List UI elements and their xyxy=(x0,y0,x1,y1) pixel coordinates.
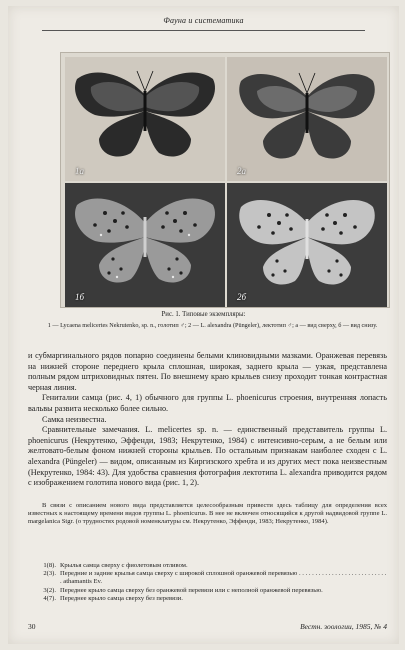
label-2b: 2б xyxy=(237,292,247,302)
key-item-number: 3(2). xyxy=(43,586,56,594)
butterfly-upperside-image xyxy=(65,57,225,181)
key-item xyxy=(28,587,387,595)
photo-2a-lectotype-upperside xyxy=(227,57,387,181)
article-body xyxy=(28,351,387,489)
running-head: Фауна и систематика xyxy=(163,16,244,25)
key-item xyxy=(28,570,387,586)
page-footer xyxy=(28,622,387,634)
key-item-text: Переднее крыло самца сверху без перевязи. xyxy=(60,594,183,602)
identification-key xyxy=(28,562,387,603)
butterfly-upperside-image xyxy=(227,57,387,181)
key-item-text: Крылья самца сверху с фиолетовым отливом. xyxy=(60,562,188,569)
header-rule xyxy=(42,30,365,31)
label-1a: 1a xyxy=(75,166,84,176)
paragraph: Гениталии самца (рис. 4, 1) обычного для группы L. phoenicurus строения, внутренняя лопасть вальвы развита несколько более сильно. xyxy=(28,393,387,413)
figure-caption-body: 1 — Lycaena melicertes Nekrutenko, sp. n., голотип ♂; 2 — L. alexandra (Püngeler), лектотип ♂; а — вид сверху, б — вид снизу. xyxy=(47,322,378,329)
page-number: 30 xyxy=(28,622,36,631)
key-intro-paragraph: В связи с описанием нового вида представляется целесообразным привести здесь таблицу для определения всех известных к настоящему времени видов группы L. phoenicurus. В нее не включен относящийся к другой надвидовой группе L. margelanica Stgr. (о трудностях родовой номенклатуры см. Некрутенко, Эффенди, 1983; Некрутенко, 1984). xyxy=(28,502,387,526)
key-item-text: Передние и задние крылья самца сверху с широкой сплошной оранжевой перевязью . . . . . . . . . . . . . . . . . . . . . . . . . . . . athamantis Ev. xyxy=(60,570,387,586)
key-item-number: 2(3). xyxy=(43,570,56,578)
figure-plate xyxy=(60,52,390,308)
journal-page xyxy=(8,6,399,644)
key-item xyxy=(28,595,387,603)
photo-1b-holotype-underside xyxy=(65,183,225,307)
photo-1a-holotype-upperside xyxy=(65,57,225,181)
label-2a: 2a xyxy=(237,166,246,176)
key-item-number: 1(8). xyxy=(43,562,56,569)
butterfly-underside-image xyxy=(65,183,225,307)
photo-2b-lectotype-underside xyxy=(227,183,387,307)
key-item xyxy=(28,562,387,570)
paragraph: Сравнительные замечания. L. melicertes sp. n. — единственный представитель группы L. phoenicurus (Некрутенко, Эффенди, 1983; Некрутенко, 1984) с интенсивно-серым, а не белым или желтовато-белым фоном нижней стороны крыльев. По остальным признакам наиболее сходен с L. alexandra (Püngeler) — видом, описанным из Киргизского хребта и из других мест пока неизвестным (Некрутенко, 1984: 43). Для удобства сравнения фотография лектотипа L. alexandra приводится рядом с изображением голотипа нового вида (рис. 1, 2). xyxy=(28,425,387,488)
paragraph: Самка неизвестна. xyxy=(42,414,107,424)
key-item-text: Переднее крыло самца сверху без оранжевой перевязи или с неполной оранжевой перевязью. xyxy=(60,586,323,594)
journal-citation: Вестн. зоологии, 1985, № 4 xyxy=(300,622,387,631)
figure-caption-title: Рис. 1. Типовые экземпляры: xyxy=(161,311,246,318)
label-1b: 1б xyxy=(75,292,85,302)
key-item-number: 4(7). xyxy=(43,594,56,602)
paragraph: и субмаргинального рядов попарно соединены белыми клиновидными мазками. Оранжевая перевязь на нижней стороне переднего крыла сплошная, широкая, заднего крыла — узкая, представлена полным рядом штриховидных пятен. По внешнему краю крыльев снизу проходит тонкая контрастная черная линия. xyxy=(28,351,387,392)
butterfly-underside-image xyxy=(227,183,387,307)
